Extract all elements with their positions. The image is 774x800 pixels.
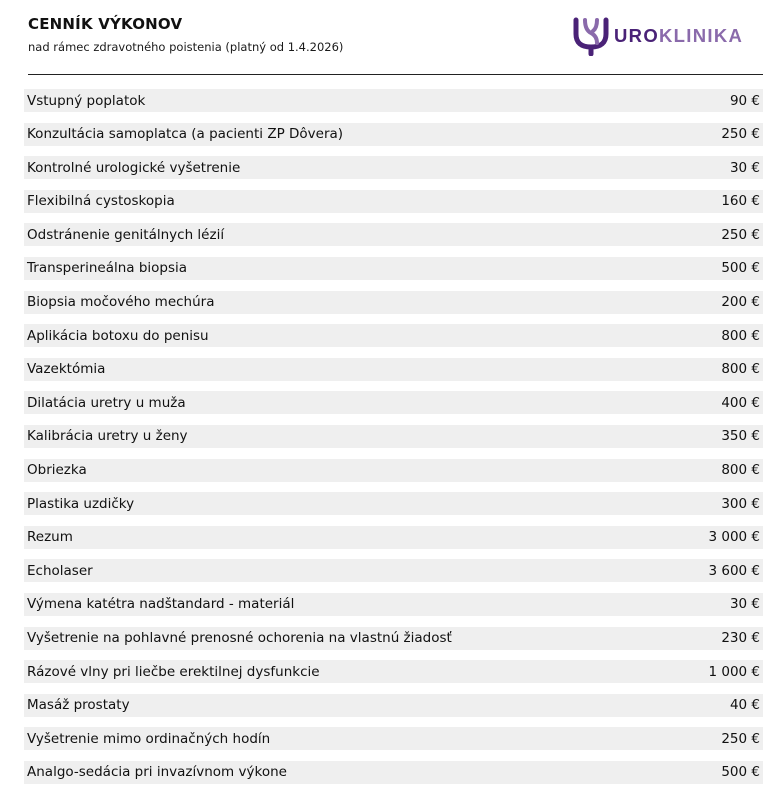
service-price: 230 € [721,630,760,646]
service-name: Vstupný poplatok [27,92,146,109]
service-price: 800 € [721,327,760,344]
service-name: Biopsia močového mechúra [27,294,215,311]
price-row [24,761,763,784]
service-name: Vyšetrenie mimo ordinačných hodín [27,730,271,747]
price-row [24,324,763,347]
price-row [24,727,763,750]
service-price: 40 € [729,697,760,714]
service-price: 500 € [721,260,760,277]
price-row [24,660,763,683]
service-price: 3 600 € [708,562,760,579]
price-row [24,156,763,179]
service-name: Kontrolné urologické vyšetrenie [27,159,241,176]
price-row [24,459,763,482]
logo-text-uro: URO [614,25,660,46]
service-price: 400 € [721,394,760,411]
service-price: 500 € [721,764,760,781]
page-subtitle: nad rámec zdravotného poistenia (platný od 1.4.2026) [28,40,344,54]
price-row [24,391,763,414]
service-name: Transperineálna biopsia [27,260,188,277]
service-price: 250 € [721,126,760,143]
price-row [24,425,763,448]
service-price: 160 € [721,193,760,210]
service-name: Vyšetrenie na pohlavné prenosné ochorenia na vlastnú žiadosť [27,630,452,646]
service-price: 250 € [721,730,760,747]
price-row [24,257,763,280]
service-name: Analgo-sedácia pri invazívnom výkone [27,764,287,781]
service-price: 200 € [721,294,760,311]
service-name: Masáž prostaty [27,697,130,714]
service-name: Odstránenie genitálnych lézií [27,226,225,243]
service-name: Echolaser [27,562,93,579]
service-price: 800 € [721,361,760,378]
price-list [24,89,763,794]
price-row [24,223,763,246]
price-row [24,526,763,549]
service-price: 30 € [729,159,760,176]
page-title: CENNÍK VÝKONOV [28,15,183,33]
price-row [24,89,763,112]
service-price: 90 € [729,92,760,109]
service-price: 30 € [729,596,760,613]
page-header [0,0,774,76]
service-name: Výmena katétra nadštandard - materiál [27,596,295,613]
price-row [24,593,763,616]
service-price: 250 € [721,226,760,243]
price-row [24,627,763,650]
service-price: 1 000 € [708,663,760,680]
price-row [24,190,763,213]
service-name: Dilatácia uretry u muža [27,394,186,411]
service-price: 350 € [721,428,760,445]
price-row [24,358,763,381]
service-name: Aplikácia botoxu do penisu [27,327,209,344]
service-name: Kalibrácia uretry u ženy [27,428,188,445]
price-row [24,492,763,515]
service-price: 800 € [721,462,760,479]
uroklinika-logo-icon [572,16,610,56]
price-row [24,694,763,717]
price-row [24,559,763,582]
service-name: Obriezka [27,462,87,479]
logo-wordmark [614,25,743,47]
service-price: 3 000 € [708,529,760,546]
logo-text-klinika: KLINIKA [659,25,744,46]
service-name: Rázové vlny pri liečbe erektilnej dysfunkcie [27,663,320,680]
price-row [24,123,763,146]
service-name: Plastika uzdičky [27,495,135,512]
uroklinika-logo [572,16,743,56]
service-name: Flexibilná cystoskopia [27,193,175,210]
service-name: Vazektómia [27,361,106,378]
service-price: 300 € [721,495,760,512]
header-divider [28,74,763,75]
service-name: Rezum [27,529,73,546]
service-name: Konzultácia samoplatca (a pacienti ZP Dôvera) [27,126,344,143]
price-row [24,291,763,314]
